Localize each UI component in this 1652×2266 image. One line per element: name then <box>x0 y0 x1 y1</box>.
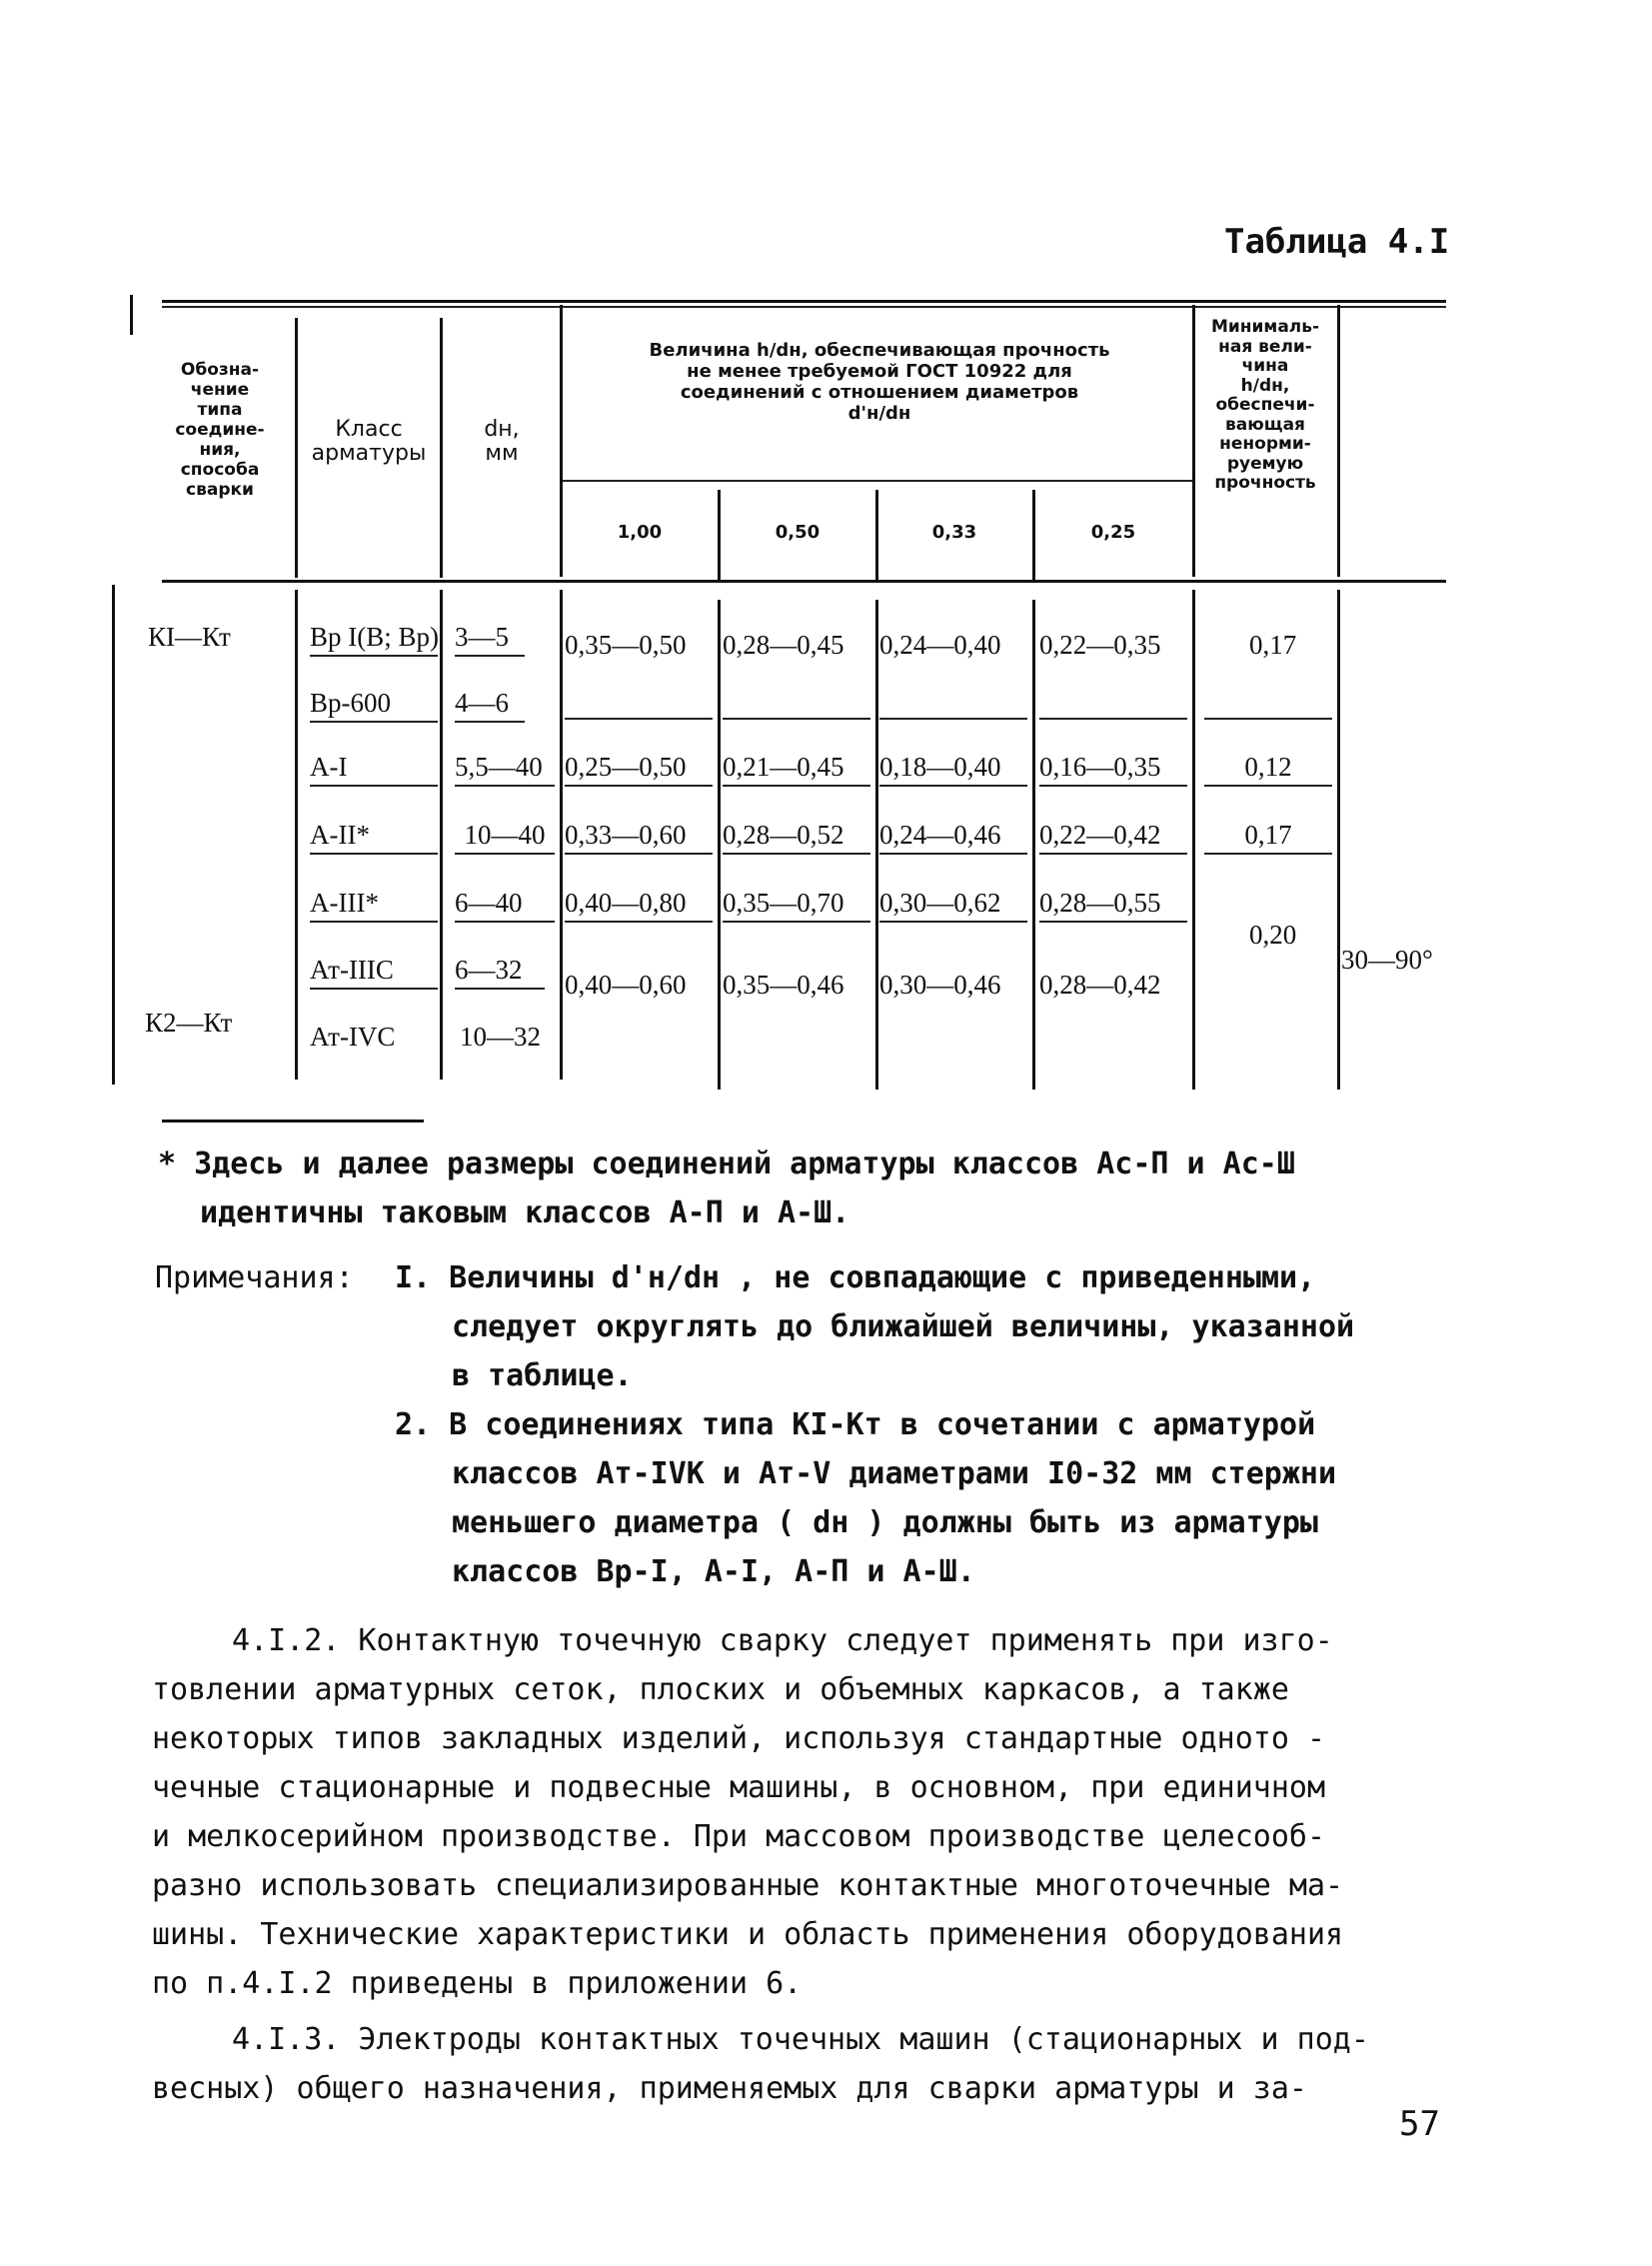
angle-value: 30—90° <box>1341 945 1433 975</box>
col-divider-7b <box>1192 590 1195 1090</box>
footnote-rule <box>162 1120 424 1123</box>
col-divider-6b <box>1032 600 1035 1090</box>
row3-v4: 0,16—0,35 <box>1039 752 1187 787</box>
row6-v2: 0,35—0,46 <box>723 970 844 1000</box>
row2-sep <box>565 718 713 720</box>
para1-line-2: товлении арматурных сеток, плоских и объемных каркасов, а также <box>152 1672 1289 1707</box>
row2-sep <box>879 718 1027 720</box>
row5-v2: 0,35—0,70 <box>723 888 870 923</box>
row4-v4: 0,22—0,42 <box>1039 820 1187 855</box>
para1-line-4: чечные стационарные и подвесные машины, в основном, при единичном <box>152 1770 1325 1805</box>
group-header-rule <box>562 480 1193 482</box>
row5-v3: 0,30—0,62 <box>879 888 1027 923</box>
row1-min: 0,17 <box>1249 630 1297 660</box>
row3-dn: 5,5—40 <box>455 752 555 787</box>
row1-v4: 0,22—0,35 <box>1039 630 1161 660</box>
col-divider-5b <box>875 600 878 1090</box>
note2-line-1: 2. В соединениях типа КI-Кт в сочетании с арматурой <box>395 1407 1316 1442</box>
page-number: 57 <box>1399 2104 1440 2144</box>
header-type: Обозна- чение типа соедине- ния, способа сварки <box>175 360 265 500</box>
header-min-value: Минималь- ная вели- чина h/dн, обеспечи- вающая ненорми- руемую прочность <box>1210 317 1320 493</box>
note2-line-4: классов Вр-I, А-I, А-П и А-Ш. <box>452 1554 975 1589</box>
row6-v1: 0,40—0,60 <box>565 970 687 1000</box>
col-divider-3 <box>560 305 563 577</box>
row4-class: А-II* <box>310 820 438 855</box>
row5-dn: 6—40 <box>455 888 555 923</box>
col-divider-5 <box>875 490 878 580</box>
row6-v4: 0,28—0,42 <box>1039 970 1161 1000</box>
row2-dn: 4—6 <box>455 688 525 723</box>
table-header-bottom-rule <box>162 580 1446 583</box>
row3-v2: 0,21—0,45 <box>723 752 870 787</box>
header-group: Величина h/dн, обеспечивающая прочность не менее требуемой ГОСТ 10922 для соединений с отношением диаметров d'н/dн <box>649 340 1110 424</box>
row2-sep <box>1039 718 1187 720</box>
row4-v3: 0,24—0,46 <box>879 820 1027 855</box>
note2-line-3: меньшего диаметра ( dн ) должны быть из арматуры <box>452 1505 1318 1540</box>
table-top-rule-2 <box>162 306 1446 308</box>
table-caption: Таблица 4.I <box>1224 222 1450 262</box>
header-ratio-1: 1,00 <box>617 522 663 543</box>
row1-v2: 0,28—0,45 <box>723 630 844 660</box>
para2-line-1: 4.I.3. Электроды контактных точечных машин (стационарных и под- <box>232 2022 1369 2057</box>
header-ratio-4: 0,25 <box>1090 522 1136 543</box>
type-k1: КI—Кт <box>148 622 231 652</box>
type-k2: К2—Кт <box>145 1008 233 1038</box>
row2-sep <box>1204 718 1332 720</box>
row56-min: 0,20 <box>1249 920 1297 950</box>
row4-v1: 0,33—0,60 <box>565 820 713 855</box>
note1-line-1: I. Величины d'н/dн , не совпадающие с приведенными, <box>395 1260 1316 1295</box>
row6-dn: 6—32 <box>455 955 545 990</box>
note1-line-2: следует округлять до ближайшей величины, указанной <box>452 1309 1355 1344</box>
row3-class: А-I <box>310 752 438 787</box>
footnote-line-2: идентичны таковым классов А-П и А-Ш. <box>200 1195 850 1230</box>
row5-class: А-III* <box>310 888 438 923</box>
col-divider-6 <box>1032 490 1035 580</box>
table-top-rule <box>162 300 1446 303</box>
row4-dn: 10—40 <box>455 820 555 855</box>
col-divider-4 <box>718 490 721 580</box>
row1-v3: 0,24—0,40 <box>879 630 1001 660</box>
col-divider-8 <box>1337 305 1340 577</box>
row1-dn: 3—5 <box>455 622 525 657</box>
para1-line-7: шины. Технические характеристики и область применения оборудования <box>152 1917 1344 1952</box>
col-divider-4b <box>718 600 721 1090</box>
row2-sep <box>723 718 870 720</box>
col-divider-2 <box>440 318 443 578</box>
para1-line-3: некоторых типов закладных изделий, используя стандартные одното - <box>152 1721 1325 1756</box>
row1-class: Вр I(В; Вр) <box>310 622 438 657</box>
header-class: Класс арматуры <box>311 417 427 466</box>
para1-line-6: разно использовать специализированные контактные многоточечные ма- <box>152 1868 1344 1903</box>
row5-v1: 0,40—0,80 <box>565 888 713 923</box>
row2-class: Вр-600 <box>310 688 438 723</box>
row3-v1: 0,25—0,50 <box>565 752 713 787</box>
para1-line-8: по п.4.I.2 приведены в приложении 6. <box>152 1966 803 2001</box>
row3-min: 0,12 <box>1204 752 1332 787</box>
header-dn: dн, мм <box>484 417 520 466</box>
row4-min: 0,17 <box>1204 820 1332 855</box>
header-ratio-2: 0,50 <box>775 522 821 543</box>
left-edge-line <box>130 295 133 335</box>
note2-line-2: классов Ат-IVК и Ат-V диаметрами I0-32 мм стержни <box>452 1456 1337 1491</box>
col-divider-1 <box>295 318 298 578</box>
left-edge-line-lower <box>112 585 115 1085</box>
footnote-line-1: * Здесь и далее размеры соединений арматуры классов Ас-П и Ас-Ш <box>158 1146 1295 1181</box>
row5-v4: 0,28—0,55 <box>1039 888 1187 923</box>
notes-label: Примечания: <box>155 1260 354 1295</box>
col-divider-8b <box>1337 590 1340 1090</box>
col-divider-1b <box>295 590 298 1080</box>
col-divider-2b <box>440 590 443 1080</box>
row7-class: Ат-IVС <box>310 1022 396 1052</box>
header-ratio-3: 0,33 <box>931 522 977 543</box>
row7-dn: 10—32 <box>460 1022 541 1052</box>
row3-v3: 0,18—0,40 <box>879 752 1027 787</box>
row4-v2: 0,28—0,52 <box>723 820 870 855</box>
row6-class: Ат-IIIС <box>310 955 438 990</box>
note1-line-3: в таблице. <box>452 1358 633 1393</box>
para1-line-1: 4.I.2. Контактную точечную сварку следует применять при изго- <box>232 1623 1333 1658</box>
para1-line-5: и мелкосерийном производстве. При массовом производстве целесооб- <box>152 1819 1325 1854</box>
row1-v1: 0,35—0,50 <box>565 630 687 660</box>
para2-line-2: весных) общего назначения, применяемых для сварки арматуры и за- <box>152 2071 1307 2106</box>
row6-v3: 0,30—0,46 <box>879 970 1001 1000</box>
col-divider-3b <box>560 590 563 1080</box>
